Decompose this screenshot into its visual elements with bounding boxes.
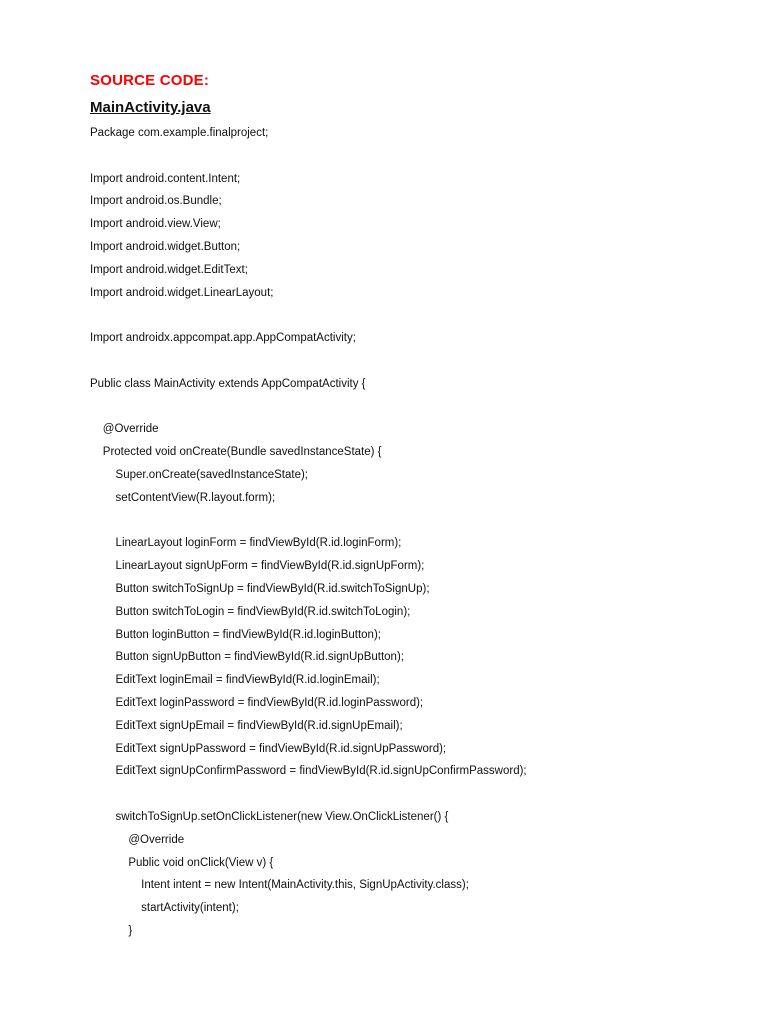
code-line: EditText signUpPassword = findViewById(R.id.signUpPassword); [90,742,447,755]
source-code-heading: SOURCE CODE: [90,72,210,89]
code-line: Intent intent = new Intent(MainActivity.this, SignUpActivity.class); [90,879,469,892]
code-line [90,512,730,535]
file-title: MainActivity.java [90,99,211,116]
code-line: Public class MainActivity extends AppCompatActivity { [90,377,366,390]
code-line: LinearLayout signUpForm = findViewById(R.id.signUpForm); [90,560,425,573]
code-line: Import androidx.appcompat.app.AppCompatActivity; [90,332,356,345]
code-line: @Override [90,833,185,846]
code-block [90,124,730,945]
code-line: startActivity(intent); [90,902,239,915]
code-line: Import android.view.View; [90,218,221,231]
code-line: } [90,924,133,937]
code-line: LinearLayout loginForm = findViewById(R.id.loginForm); [90,537,402,550]
code-line: switchToSignUp.setOnClickListener(new View.OnClickListener() { [90,810,449,823]
code-line: Super.onCreate(savedInstanceState); [90,468,308,481]
code-line: Button switchToSignUp = findViewById(R.id.switchToSignUp); [90,582,430,595]
code-line: @Override [90,423,159,436]
code-line: EditText loginPassword = findViewById(R.id.loginPassword); [90,696,424,709]
code-line: Button loginButton = findViewById(R.id.loginButton); [90,628,381,641]
code-line: Public void onClick(View v) { [90,856,274,869]
code-line: EditText signUpEmail = findViewById(R.id.signUpEmail); [90,719,403,732]
code-line: Import android.widget.LinearLayout; [90,286,274,299]
code-line [90,352,730,375]
code-line: Protected void onCreate(Bundle savedInstanceState) { [90,446,382,459]
code-line: Import android.os.Bundle; [90,195,222,208]
code-line: Import android.widget.Button; [90,240,241,253]
code-line: EditText signUpConfirmPassword = findViewById(R.id.signUpConfirmPassword); [90,765,527,778]
code-line: Button switchToLogin = findViewById(R.id.switchToLogin); [90,605,411,618]
code-line: Package com.example.finalproject; [90,127,269,139]
code-line: EditText loginEmail = findViewById(R.id.loginEmail); [90,674,380,687]
code-line: Import android.widget.EditText; [90,263,248,276]
code-line: setContentView(R.layout.form); [90,491,276,504]
code-line [90,785,730,808]
code-line [90,147,730,170]
code-line [90,306,730,329]
code-line: Button signUpButton = findViewById(R.id.signUpButton); [90,651,404,664]
code-line: Import android.content.Intent; [90,172,241,185]
code-line [90,398,730,421]
